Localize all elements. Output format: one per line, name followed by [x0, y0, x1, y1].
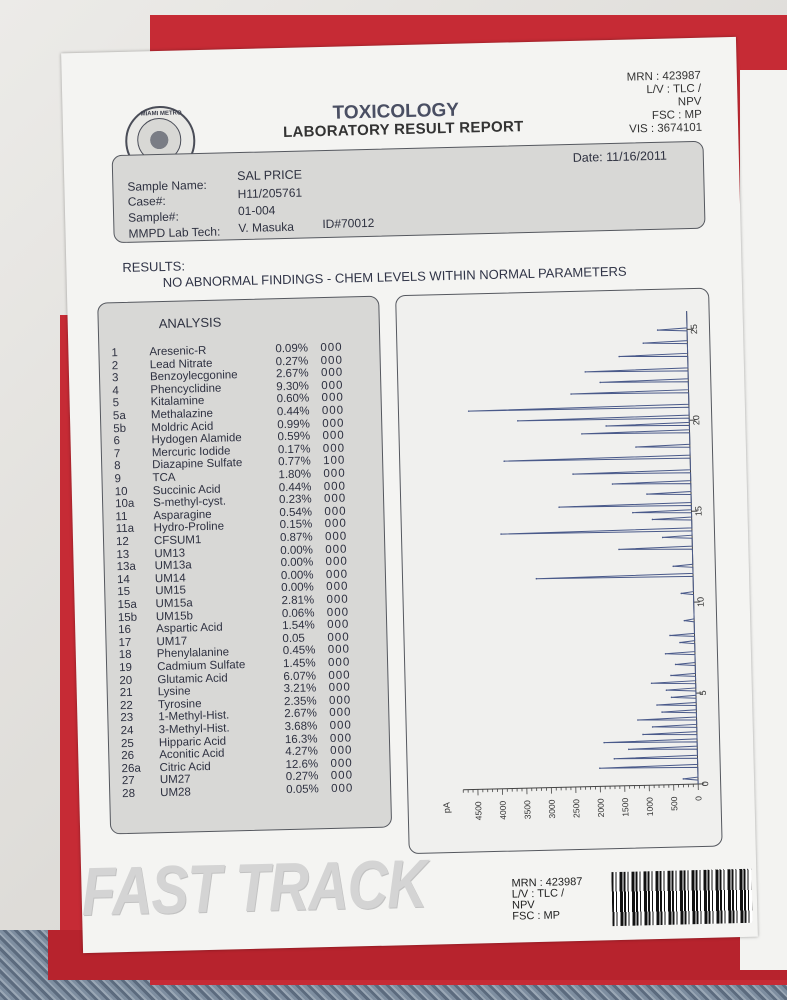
intensity-tick-label: 4500	[473, 801, 484, 821]
analysis-heading: ANALYSIS	[158, 314, 222, 332]
intensity-tick-label: 1000	[644, 797, 655, 817]
report-subtitle: LABORATORY RESULT REPORT	[282, 118, 524, 141]
analyte-name: UM13a	[154, 559, 192, 573]
peak-point	[581, 433, 583, 435]
intensity-axis-label: pA	[441, 802, 452, 814]
report-page	[61, 37, 758, 953]
analyte-flags: 000	[322, 429, 345, 443]
row-number: 15a	[117, 598, 137, 612]
analyte-value: 0.77%	[278, 455, 311, 469]
row-number: 4	[112, 384, 119, 398]
analyte-flags: 000	[329, 732, 353, 745]
peak-point	[613, 758, 615, 760]
analyte-value: 3.68%	[284, 720, 318, 734]
analyte-value: 0.45%	[282, 644, 316, 658]
analyte-flags: 000	[324, 505, 347, 518]
analyte-name: Lead Nitrate	[149, 357, 213, 371]
peak-point	[605, 425, 607, 427]
sample-name-label: Sample Name:	[127, 177, 207, 194]
peak-point	[618, 356, 620, 358]
analyte-flags: 000	[330, 757, 353, 770]
analyte-name: Kitalamine	[150, 395, 205, 409]
analyte-value: 2.35%	[283, 695, 317, 708]
sample-name-value: SAL PRICE	[236, 167, 303, 184]
analyte-value: 0.59%	[277, 430, 311, 444]
analyte-flags: 000	[328, 681, 352, 695]
row-number: 18	[118, 649, 132, 662]
analyte-value: 0.15%	[279, 518, 313, 532]
row-number: 6	[113, 435, 121, 448]
analyte-flags: 000	[326, 580, 349, 594]
peak-point	[656, 704, 658, 706]
analyte-value: 2.81%	[281, 594, 315, 608]
analyte-value: 0.27%	[285, 770, 319, 784]
analyte-name: Benzoylecgonine	[149, 369, 238, 384]
analyte-name: Methalazine	[150, 407, 214, 422]
time-tick-label: 20	[691, 414, 702, 426]
analyte-flags: 000	[325, 568, 349, 581]
analyte-value: 9.30%	[276, 380, 310, 394]
peak-point	[603, 742, 605, 744]
peak-point	[652, 726, 654, 728]
row-number: 2	[111, 359, 119, 372]
analyte-flags: 000	[331, 782, 354, 795]
row-number: 1	[111, 347, 118, 360]
analyte-flags: 000	[322, 417, 345, 430]
analyte-flags: 000	[321, 404, 345, 418]
chromatogram-panel	[395, 288, 723, 855]
peak-point	[661, 711, 663, 713]
analyte-value: 0.60%	[276, 392, 310, 406]
analyte-name: S-methyl-cyst.	[152, 495, 227, 510]
analysis-panel	[97, 296, 392, 835]
fast-track-watermark: FAST TRACK	[80, 845, 428, 931]
lab-tech-value: V. Masuka	[238, 219, 295, 236]
intensity-tick-label: 0	[693, 795, 704, 801]
row-number: 17	[118, 636, 132, 649]
analyte-value: 0.17%	[277, 443, 311, 456]
row-number: 24	[120, 724, 134, 738]
peak-point	[670, 675, 672, 677]
analyte-flags: 000	[329, 719, 352, 733]
analyte-name: Hipparic Acid	[158, 735, 227, 749]
analyte-flags: 000	[320, 341, 343, 355]
lv-text: L/V : TLC /	[646, 82, 702, 97]
barcode	[611, 869, 752, 926]
analyte-flags: 000	[320, 366, 344, 380]
results-summary: NO ABNORMAL FINDINGS - CHEM LEVELS WITHIN NORMAL PARAMETERS	[162, 263, 627, 290]
analyte-name: Phenylalanine	[156, 646, 230, 661]
analyte-name: Hydogen Alamide	[151, 432, 242, 447]
analyte-name: Moldric Acid	[151, 420, 214, 434]
peak-point	[468, 410, 470, 412]
peak-point	[536, 578, 538, 580]
peak-point	[618, 549, 620, 551]
analyte-value: 0.00%	[280, 569, 314, 582]
row-number: 23	[120, 712, 134, 725]
analyte-flags: 000	[321, 391, 344, 405]
row-number: 5a	[112, 409, 126, 423]
peak-point	[642, 342, 644, 344]
peak-point	[632, 512, 634, 514]
fsc-text: FSC : MP	[651, 108, 702, 122]
analyte-value: 0.87%	[279, 531, 313, 545]
analyte-name: Asparagine	[153, 508, 212, 523]
intensity-tick-label: 500	[668, 796, 680, 811]
analyte-flags: 000	[323, 492, 347, 506]
report-date: Date: 11/16/2011	[572, 148, 668, 165]
analyte-flags: 000	[326, 593, 349, 607]
analyte-name: Glutamic Acid	[157, 672, 228, 686]
peak-point	[637, 719, 639, 721]
row-number: 22	[119, 699, 134, 712]
row-number: 27	[121, 775, 135, 788]
peak-point	[672, 565, 674, 567]
peak-point	[651, 682, 653, 684]
analyte-value: 0.00%	[281, 581, 314, 595]
analyte-flags: 000	[324, 530, 348, 544]
intensity-tick-label: 1500	[620, 797, 631, 817]
peak-point	[665, 653, 667, 655]
vis-text: VIS : 3674101	[629, 121, 703, 136]
analyte-value: 0.05%	[286, 783, 319, 797]
analyte-value: 0.44%	[276, 405, 310, 419]
row-number: 26a	[121, 762, 141, 775]
row-number: 8	[114, 460, 121, 473]
row-number: 3	[111, 372, 119, 385]
analyte-value: 0.00%	[280, 543, 314, 557]
peak-point	[642, 734, 644, 736]
case-value: H11/205761	[237, 185, 303, 202]
time-tick-label: 10	[695, 596, 706, 608]
analyte-value: 6.07%	[283, 669, 317, 683]
row-number: 25	[120, 737, 134, 750]
row-number: 11a	[115, 523, 135, 536]
peak-point	[635, 446, 637, 448]
peak-point	[669, 635, 671, 637]
analyte-value: 1.45%	[282, 657, 316, 671]
analyte-flags: 100	[323, 454, 346, 468]
analyte-value: 3.21%	[283, 682, 317, 696]
intensity-tick-label: 3000	[546, 799, 558, 819]
analyte-value: 0.06%	[281, 606, 315, 620]
row-number: 16	[118, 624, 132, 637]
analyte-flags: 000	[321, 379, 344, 392]
row-number: 20	[119, 674, 133, 687]
analyte-name: UM13	[154, 547, 186, 560]
row-number: 14	[116, 573, 130, 586]
row-number: 26	[121, 749, 135, 763]
analyte-name: Phencyclidine	[150, 382, 222, 397]
header-codes	[627, 70, 703, 137]
analyte-name: Citric Acid	[159, 760, 211, 774]
analyte-name: TCA	[152, 471, 176, 485]
peak-point	[517, 420, 519, 422]
analyte-flags: 000	[320, 354, 344, 367]
time-tick-label: 25	[688, 324, 700, 335]
chromatogram-trace	[466, 311, 698, 789]
peak-point	[599, 382, 601, 384]
analyte-flags: 000	[330, 744, 353, 758]
analyte-value: 1.80%	[278, 468, 312, 482]
peak-point	[646, 493, 648, 495]
chromatogram-chart	[396, 289, 722, 853]
row-number: 15b	[117, 611, 138, 624]
analyte-flags: 000	[327, 618, 350, 632]
analyte-name: UM15b	[155, 609, 194, 623]
peak-point	[558, 506, 560, 508]
sample-info-box	[112, 141, 706, 243]
results-label: RESULTS:	[122, 258, 186, 275]
analyte-value: 1.54%	[282, 619, 315, 633]
footer-mrn: MRN : 423987	[511, 875, 583, 890]
row-number: 19	[118, 661, 133, 675]
lab-tech-id: ID#70012	[322, 215, 375, 232]
peak-point	[599, 767, 601, 769]
footer-npv: NPV	[511, 899, 535, 912]
row-number: 13a	[116, 560, 137, 574]
analyte-name: Tyrosine	[157, 697, 202, 712]
case-label: Case#:	[127, 193, 166, 209]
analyte-flags: 000	[328, 694, 352, 707]
analyte-flags: 000	[322, 442, 346, 455]
peak-point	[666, 689, 668, 691]
analyte-value: 0.99%	[277, 418, 310, 431]
intensity-tick-label: 4000	[497, 800, 509, 820]
time-tick-label: 5	[697, 690, 708, 696]
lab-tech-label: MMPD Lab Tech:	[128, 224, 221, 241]
analyte-value: 0.54%	[279, 506, 313, 519]
analyte-name: UM17	[156, 635, 188, 649]
sample-number-value: 01-004	[237, 203, 276, 219]
analyte-value: 16.3%	[284, 732, 318, 746]
peak-point	[662, 537, 664, 539]
analyte-flags: 000	[327, 656, 351, 670]
analyte-name: Succinic Acid	[152, 483, 221, 497]
analyte-flags: 000	[325, 543, 348, 556]
mrn-text: MRN : 423987	[626, 69, 701, 84]
analyte-name: 3-Methyl-Hist.	[158, 722, 230, 737]
npv-text: NPV	[677, 95, 702, 109]
analyte-flags: 000	[328, 669, 351, 682]
footer-lv: L/V : TLC /	[511, 887, 565, 901]
row-number: 12	[115, 535, 130, 549]
analyte-flags: 000	[327, 631, 350, 644]
analyte-flags: 000	[323, 467, 346, 481]
peak-point	[612, 483, 614, 485]
row-number: 28	[122, 787, 136, 801]
row-number: 13	[116, 548, 130, 561]
analyte-value: 4.27%	[285, 745, 318, 759]
analyte-value: 0.05	[282, 632, 306, 645]
peak-point	[500, 533, 502, 535]
time-tick-label: 0	[700, 781, 711, 787]
analyte-value: 2.67%	[275, 367, 309, 381]
row-number: 9	[114, 473, 122, 486]
row-number: 10	[114, 485, 128, 498]
analyte-value: 12.6%	[285, 758, 319, 771]
row-number: 10a	[114, 497, 135, 511]
analyte-flags: 000	[323, 480, 347, 493]
intensity-tick-label: 2000	[595, 798, 607, 818]
row-number: 15	[117, 586, 131, 599]
analyte-name: UM15	[155, 584, 187, 598]
time-tick-label: 15	[693, 505, 704, 517]
peak-point	[570, 393, 572, 395]
analyte-value: 2.67%	[284, 707, 318, 721]
analyte-flags: 000	[324, 517, 348, 531]
row-number: 11	[115, 510, 128, 523]
analyte-name: Hydro-Proline	[153, 520, 225, 535]
analyte-flags: 000	[330, 769, 354, 783]
footer-fsc: FSC : MP	[512, 909, 561, 923]
analyte-value: 0.44%	[278, 480, 312, 494]
peak-point	[652, 519, 654, 521]
analyte-name: Aresenic-R	[149, 344, 207, 359]
analyte-value: 0.23%	[278, 493, 312, 507]
peak-point	[572, 473, 574, 475]
analyte-flags: 000	[325, 555, 348, 569]
row-number: 21	[119, 687, 133, 700]
analyte-name: CFSUM1	[153, 534, 202, 548]
peak-point	[503, 460, 505, 462]
analyte-name: UM15a	[155, 597, 193, 611]
analyte-flags: 000	[327, 643, 351, 657]
analyte-name: Aspartic Acid	[156, 621, 223, 636]
intensity-tick-label: 3500	[522, 800, 533, 820]
analyte-name: Diazapine Sulfate	[152, 457, 243, 472]
peak-point	[584, 371, 586, 373]
sample-number-label: Sample#:	[127, 209, 180, 225]
analyte-name: 1-Methyl-Hist.	[158, 709, 230, 724]
analyte-name: Cadmium Sulfate	[156, 659, 246, 674]
peak-point	[628, 748, 630, 750]
analyte-flags: 000	[329, 706, 352, 720]
report-title: TOXICOLOGY	[332, 99, 460, 124]
analyte-name: Lysine	[157, 685, 191, 699]
analyte-name: UM27	[159, 773, 191, 787]
analyte-name: Mercuric Iodide	[151, 445, 231, 460]
peak-point	[657, 329, 659, 331]
analyte-value: 0.27%	[275, 355, 309, 368]
peak-point	[675, 664, 677, 666]
intensity-tick-label: 2500	[571, 798, 582, 819]
analyte-name: UM14	[154, 572, 186, 586]
peak-point	[671, 697, 673, 699]
seal-text-top: MIAMI METRO	[140, 110, 182, 118]
footer-codes	[511, 877, 583, 923]
analyte-value: 0.09%	[275, 342, 309, 356]
analyte-name: Aconitic Acid	[159, 747, 225, 762]
analyte-name: UM28	[160, 786, 192, 800]
row-number: 5b	[113, 422, 127, 435]
row-number: 7	[113, 447, 121, 461]
analyte-flags: 000	[326, 606, 350, 619]
row-number: 5	[112, 397, 120, 410]
analyte-value: 0.00%	[280, 556, 314, 570]
